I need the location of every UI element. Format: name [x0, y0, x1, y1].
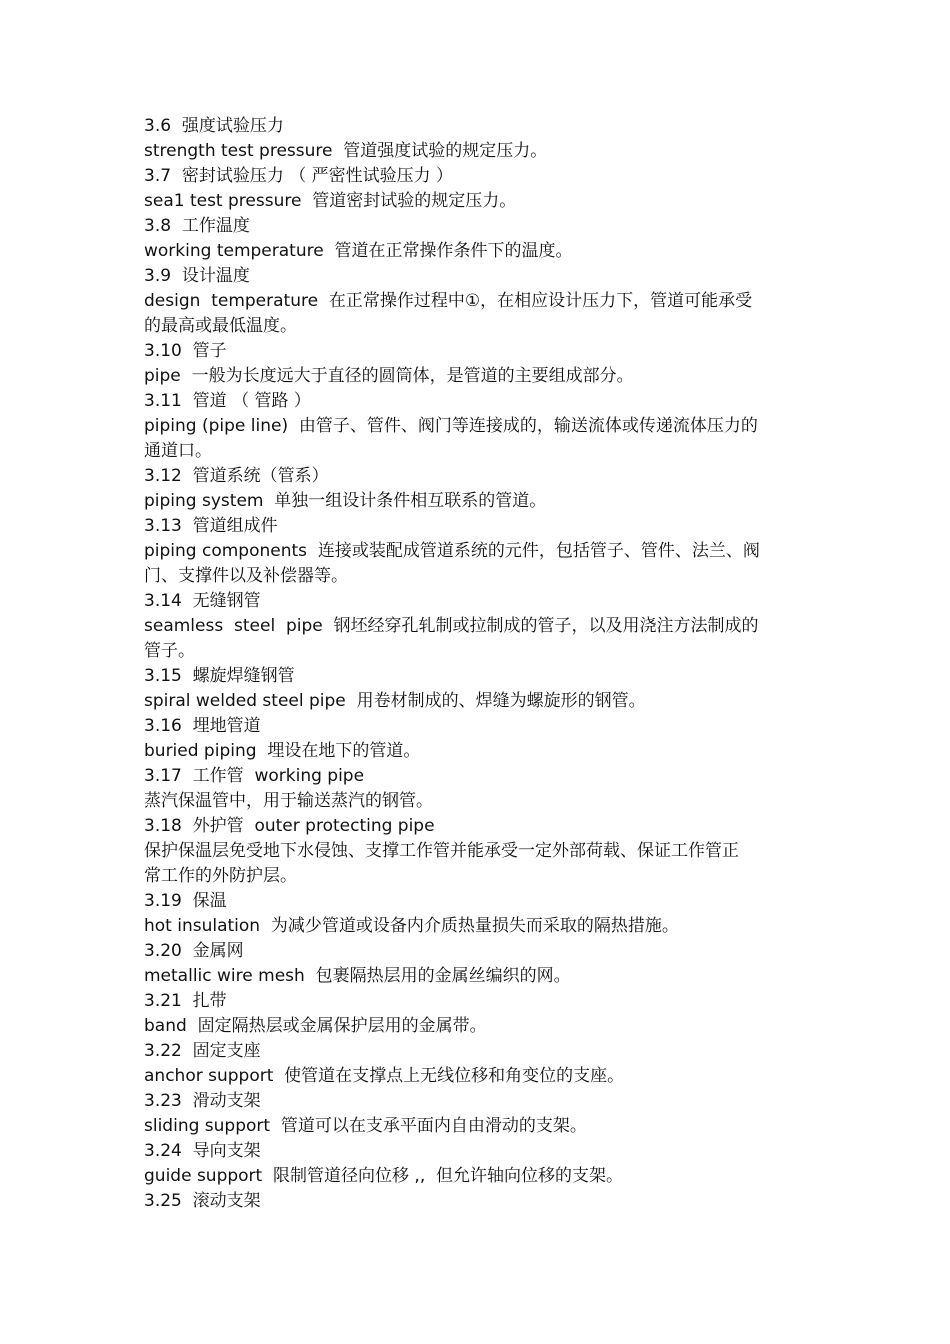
line-3-11-heading: 3.11 管道 （ 管路 ）: [144, 391, 311, 411]
line-3-8-definition: working temperature 管道在正常操作条件下的温度。: [144, 241, 573, 261]
line-3-7-heading: 3.7 密封试验压力 （ 严密性试验压力 ）: [144, 166, 454, 186]
line-3-9-heading: 3.9 设计温度: [144, 266, 250, 286]
line-3-9-definition: design temperature 在正常操作过程中①，在相应设计压力下，管道可能承受: [144, 291, 753, 311]
line-3-6-heading: 3.6 强度试验压力: [144, 116, 284, 136]
line-3-10-definition: pipe 一般为长度远大于直径的圆筒体，是管道的主要组成部分。: [144, 366, 634, 386]
line-3-13-definition-cont: 门、支撑件以及补偿器等。: [144, 566, 348, 586]
line-3-11-definition-cont: 通道口。: [144, 441, 212, 461]
line-3-24-definition: guide support 限制管道径向位移 ,, 但允许轴向位移的支架。: [144, 1166, 624, 1186]
line-3-21-definition: band 固定隔热层或金属保护层用的金属带。: [144, 1016, 487, 1036]
line-3-21-heading: 3.21 扎带: [144, 991, 227, 1011]
line-3-22-definition: anchor support 使管道在支撑点上无线位移和角变位的支座。: [144, 1066, 625, 1086]
line-3-14-heading: 3.14 无缝钢管: [144, 591, 261, 611]
line-3-19-definition: hot insulation 为减少管道或设备内介质热量损失而采取的隔热措施。: [144, 916, 679, 936]
line-3-15-definition: spiral welded steel pipe 用卷材制成的、焊缝为螺旋形的钢管。: [144, 691, 646, 711]
line-3-13-definition: piping components 连接或装配成管道系统的元件，包括管子、管件、法兰、阀: [144, 541, 760, 561]
line-3-23-heading: 3.23 滑动支架: [144, 1091, 261, 1111]
line-3-10-heading: 3.10 管子: [144, 341, 227, 361]
line-3-13-heading: 3.13 管道组成件: [144, 516, 278, 536]
line-3-20-heading: 3.20 金属网: [144, 941, 244, 961]
line-3-17-heading: 3.17 工作管 working pipe: [144, 766, 365, 786]
line-3-6-definition: strength test pressure 管道强度试验的规定压力。: [144, 141, 548, 161]
line-3-17-definition: 蒸汽保温管中，用于输送蒸汽的钢管。: [144, 791, 433, 811]
line-3-11-definition: piping (pipe line) 由管子、管件、阀门等连接成的，输送流体或传递流体压力的: [144, 416, 758, 436]
line-3-24-heading: 3.24 导向支架: [144, 1141, 261, 1161]
line-3-8-heading: 3.8 工作温度: [144, 216, 250, 236]
line-3-16-definition: buried piping 埋设在地下的管道。: [144, 741, 421, 761]
line-3-15-heading: 3.15 螺旋焊缝钢管: [144, 666, 295, 686]
line-3-14-definition: seamless steel pipe 钢坯经穿孔轧制或拉制成的管子，以及用浇注方法制成的: [144, 616, 759, 636]
line-3-12-definition: piping system 单独一组设计条件相互联系的管道。: [144, 491, 547, 511]
line-3-22-heading: 3.22 固定支座: [144, 1041, 261, 1061]
document-body: [144, 114, 812, 1214]
line-3-23-definition: sliding support 管道可以在支承平面内自由滑动的支架。: [144, 1116, 587, 1136]
line-3-16-heading: 3.16 埋地管道: [144, 716, 261, 736]
line-3-18-definition: 保护保温层免受地下水侵蚀、支撑工作管并能承受一定外部荷载、保证工作管正: [144, 841, 739, 861]
line-3-7-definition: sea1 test pressure 管道密封试验的规定压力。: [144, 191, 517, 211]
line-3-20-definition: metallic wire mesh 包裹隔热层用的金属丝编织的网。: [144, 966, 571, 986]
line-3-12-heading: 3.12 管道系统（管系）: [144, 466, 329, 486]
line-3-19-heading: 3.19 保温: [144, 891, 227, 911]
line-3-9-definition-cont: 的最高或最低温度。: [144, 316, 297, 336]
line-3-18-definition-cont: 常工作的外防护层。: [144, 866, 297, 886]
line-3-18-heading: 3.18 外护管 outer protecting pipe: [144, 816, 435, 836]
line-3-14-definition-cont: 管子。: [144, 641, 195, 661]
line-3-25-heading: 3.25 滚动支架: [144, 1191, 261, 1211]
